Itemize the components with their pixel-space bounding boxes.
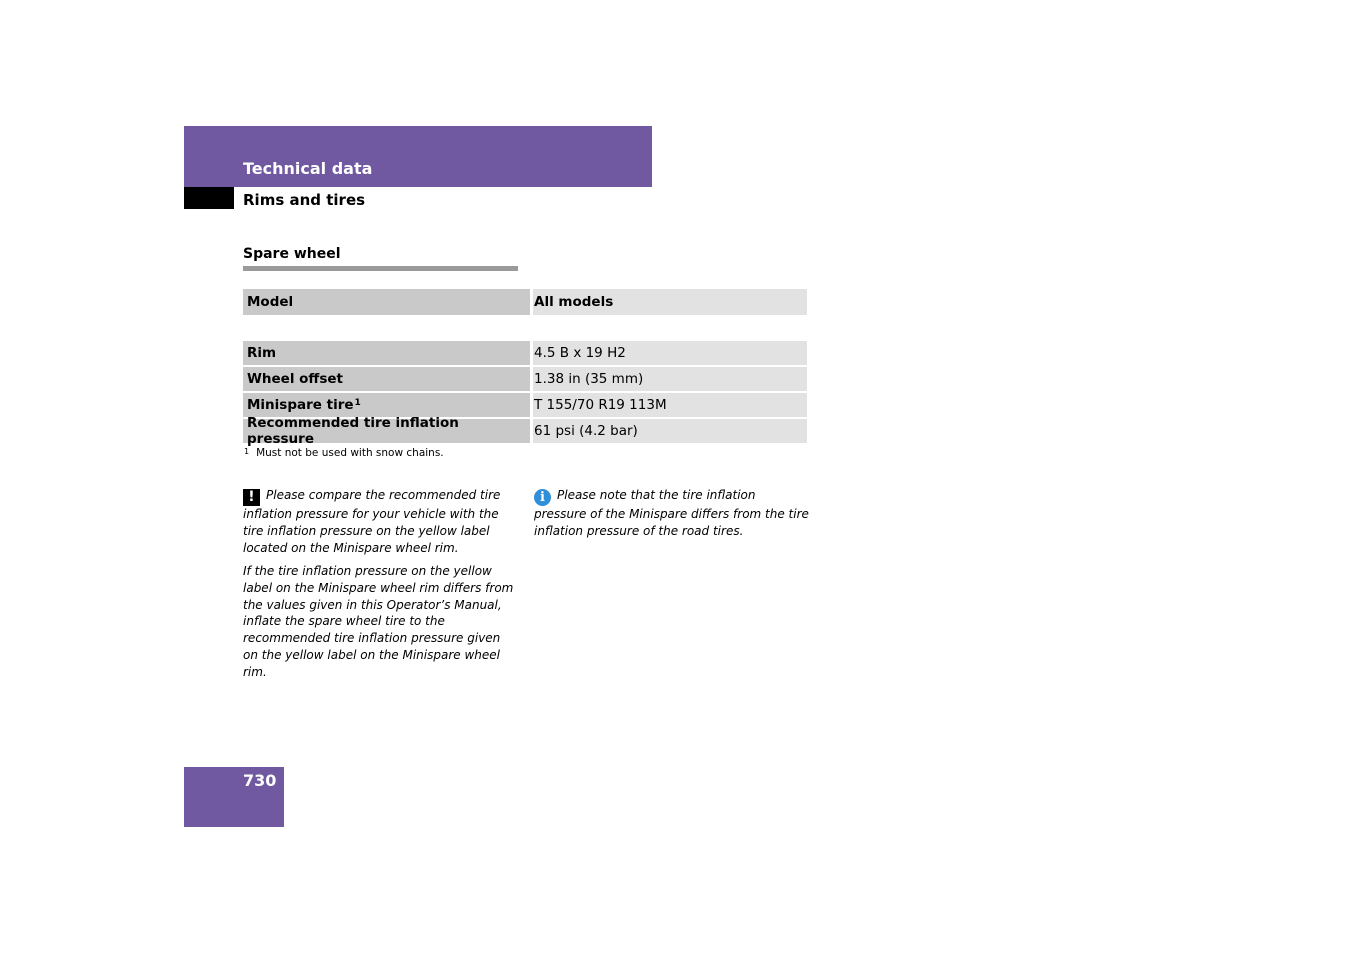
chapter-title: Technical data — [243, 159, 373, 178]
warning-icon: ! — [243, 489, 260, 506]
spec-label: Wheel offset — [243, 367, 530, 391]
warning-text-1: Please compare the recommended tire inflation pressure for your vehicle with the tire inflation pressure on the yellow label located on the Minispare wheel rim. — [243, 488, 501, 555]
section-title: Rims and tires — [243, 191, 366, 209]
table-row — [243, 415, 807, 447]
spec-value: 4.5 B x 19 H2 — [533, 341, 807, 365]
table-row — [243, 393, 807, 417]
table-row — [243, 289, 807, 315]
model-label: Model — [243, 289, 530, 315]
spec-value: 61 psi (4.2 bar) — [533, 419, 807, 443]
spec-label: Rim — [243, 341, 530, 365]
spec-value: 1.38 in (35 mm) — [533, 367, 807, 391]
spec-label: Recommended tire inflation pressure — [243, 419, 530, 443]
warning-note — [243, 487, 515, 687]
subheading-rule — [243, 266, 518, 271]
spec-label: Minispare tire $^1$ — [243, 393, 530, 417]
info-text: Please note that the tire inflation pressure of the Minispare differs from the tire inflation pressure of the road tires. — [534, 488, 809, 538]
section-tab-marker — [184, 187, 234, 209]
model-value: All models — [533, 289, 807, 315]
page-number: 730 — [243, 771, 277, 790]
table-row — [243, 367, 807, 391]
footnote-ref: 1 — [354, 398, 361, 408]
model-table — [243, 289, 807, 317]
spec-table — [243, 341, 807, 445]
footnote-text: Must not be used with snow chains. — [256, 447, 444, 459]
footnote — [244, 447, 444, 459]
table-row — [243, 341, 807, 365]
spec-value: T 155/70 R19 113M — [533, 393, 807, 417]
footnote-mark: 1 — [244, 447, 250, 456]
subheading: Spare wheel — [243, 246, 341, 262]
info-icon: i — [534, 489, 551, 506]
info-note — [534, 487, 809, 546]
warning-text-2: If the tire inflation pressure on the yellow label on the Minispare wheel rim differs from the values given in this Operator’s Manual, inflate the spare wheel tire to the recommended tire inflation pressure given on the yellow label on the Minispare wheel rim. — [243, 563, 514, 680]
